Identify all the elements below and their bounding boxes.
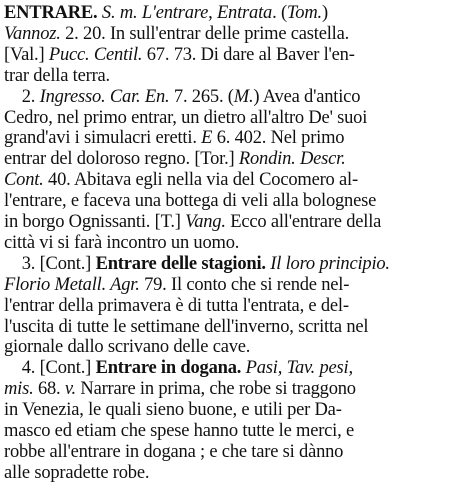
- entry-line: [4, 23, 349, 45]
- bold-term: Entrare delle stagioni.: [95, 253, 266, 274]
- entry-line: [4, 2, 328, 24]
- entry-line: [4, 357, 353, 379]
- entry-text: giornale dallo scrivano delle cave.: [4, 337, 251, 358]
- italic-citation: Cont.: [4, 170, 44, 191]
- entry-line: [4, 127, 344, 149]
- entry-text: Narrare in prima, che robe si traggono: [76, 379, 356, 400]
- entry-line: [4, 420, 354, 442]
- entry-text: 6. 402. Nel primo: [212, 128, 345, 149]
- italic-citation: Florio Metall. Agr.: [4, 274, 140, 295]
- entry-line: [4, 399, 342, 421]
- entry-text: trar della terra.: [4, 65, 110, 86]
- italic-citation: mis.: [4, 379, 34, 400]
- entry-text: alle sopradette robe.: [4, 462, 150, 483]
- entry-line: [4, 295, 349, 317]
- italic-citation: v.: [64, 379, 76, 400]
- bold-term: Entrare in dogana.: [95, 358, 242, 379]
- entry-text: ) Avea d'antico: [253, 86, 361, 107]
- entry-text: ,: [208, 3, 217, 23]
- entry-line: [4, 336, 250, 358]
- entry-line: [4, 190, 376, 212]
- entry-text: ): [321, 3, 328, 23]
- italic-citation: M.: [233, 86, 254, 107]
- italic-citation: Vang.: [185, 212, 226, 232]
- entry-line: [4, 107, 367, 129]
- entry-text: Ecco all'entrare della: [225, 212, 382, 232]
- entry-text: masco ed etiam che spese hanno tutte le merci, e: [4, 421, 354, 441]
- entry-line: [4, 441, 343, 463]
- italic-citation: Pucc. Centil.: [48, 44, 143, 65]
- italic-citation: Tom.: [286, 3, 322, 23]
- entry-text: 40. Abitava egli nella via del Cocomero al-: [43, 170, 358, 191]
- entry-line: [4, 462, 149, 484]
- entry-line: [4, 44, 355, 66]
- entry-line: [4, 253, 390, 275]
- entry-line: [4, 274, 349, 296]
- entry-line: [4, 86, 360, 108]
- entry-line: [4, 316, 368, 338]
- entry-text: robbe all'entrare in dogana ; e che tare si dànno: [4, 441, 344, 462]
- entry-text: 68.: [33, 379, 65, 400]
- entry-text: 67. 73. Di dare al Baver l'en-: [142, 44, 355, 65]
- italic-citation: Il loro principio.: [270, 253, 390, 274]
- italic-citation: E: [201, 128, 213, 149]
- entry-text: grand'avi i simulacri eretti.: [4, 128, 202, 149]
- entry-line: [4, 169, 358, 191]
- entry-text: 4. [Cont.]: [4, 358, 96, 379]
- entry-text: 7. 265. (: [169, 86, 234, 107]
- entry-line: [4, 232, 239, 254]
- entry-line: [4, 378, 356, 400]
- entry-text: entrar del doloroso regno. [Tor.]: [4, 149, 239, 170]
- italic-citation: S. m.: [101, 3, 138, 23]
- italic-citation: Rondin. Descr.: [238, 149, 346, 170]
- entry-text: . (: [272, 3, 287, 23]
- entry-line: [4, 148, 346, 170]
- entry-line: [4, 65, 110, 87]
- italic-citation: Ingresso. Car. En.: [39, 86, 170, 107]
- entry-text: 79. Il conto che si rende nel-: [139, 274, 350, 295]
- entry-text: l'uscita di tutte le settimane dell'inverno, scritta nel: [4, 316, 369, 337]
- entry-text: 3. [Cont.]: [4, 253, 96, 274]
- entry-text: Cedro, nel primo entrar, un dietro all'altro De' suoi: [4, 107, 368, 128]
- italic-citation: L'entrare: [141, 3, 209, 23]
- entry-text: in Venezia, le quali sieno buone, e utili per Da-: [4, 400, 342, 421]
- entry-line: [4, 211, 381, 233]
- entry-text: in borgo Ognissanti. [T.]: [4, 212, 186, 232]
- entry-text: 2. 20. In sull'entrar delle prime castella.: [60, 23, 350, 44]
- entry-text: l'entrar della primavera è di tutta l'entrata, e del-: [4, 295, 349, 316]
- entry-text: 2.: [4, 86, 40, 107]
- italic-citation: Entrata: [216, 3, 273, 23]
- entry-text: [Val.]: [4, 44, 49, 65]
- entry-text: l'entrare, e faceva una bottega di veli alla bolognese: [4, 191, 377, 212]
- bold-term: ENTRARE.: [4, 3, 98, 23]
- entry-text: città vi si farà incontro un uomo.: [4, 232, 240, 253]
- italic-citation: Pasi, Tav. pesi,: [245, 358, 353, 379]
- italic-citation: Vannoz.: [4, 23, 61, 44]
